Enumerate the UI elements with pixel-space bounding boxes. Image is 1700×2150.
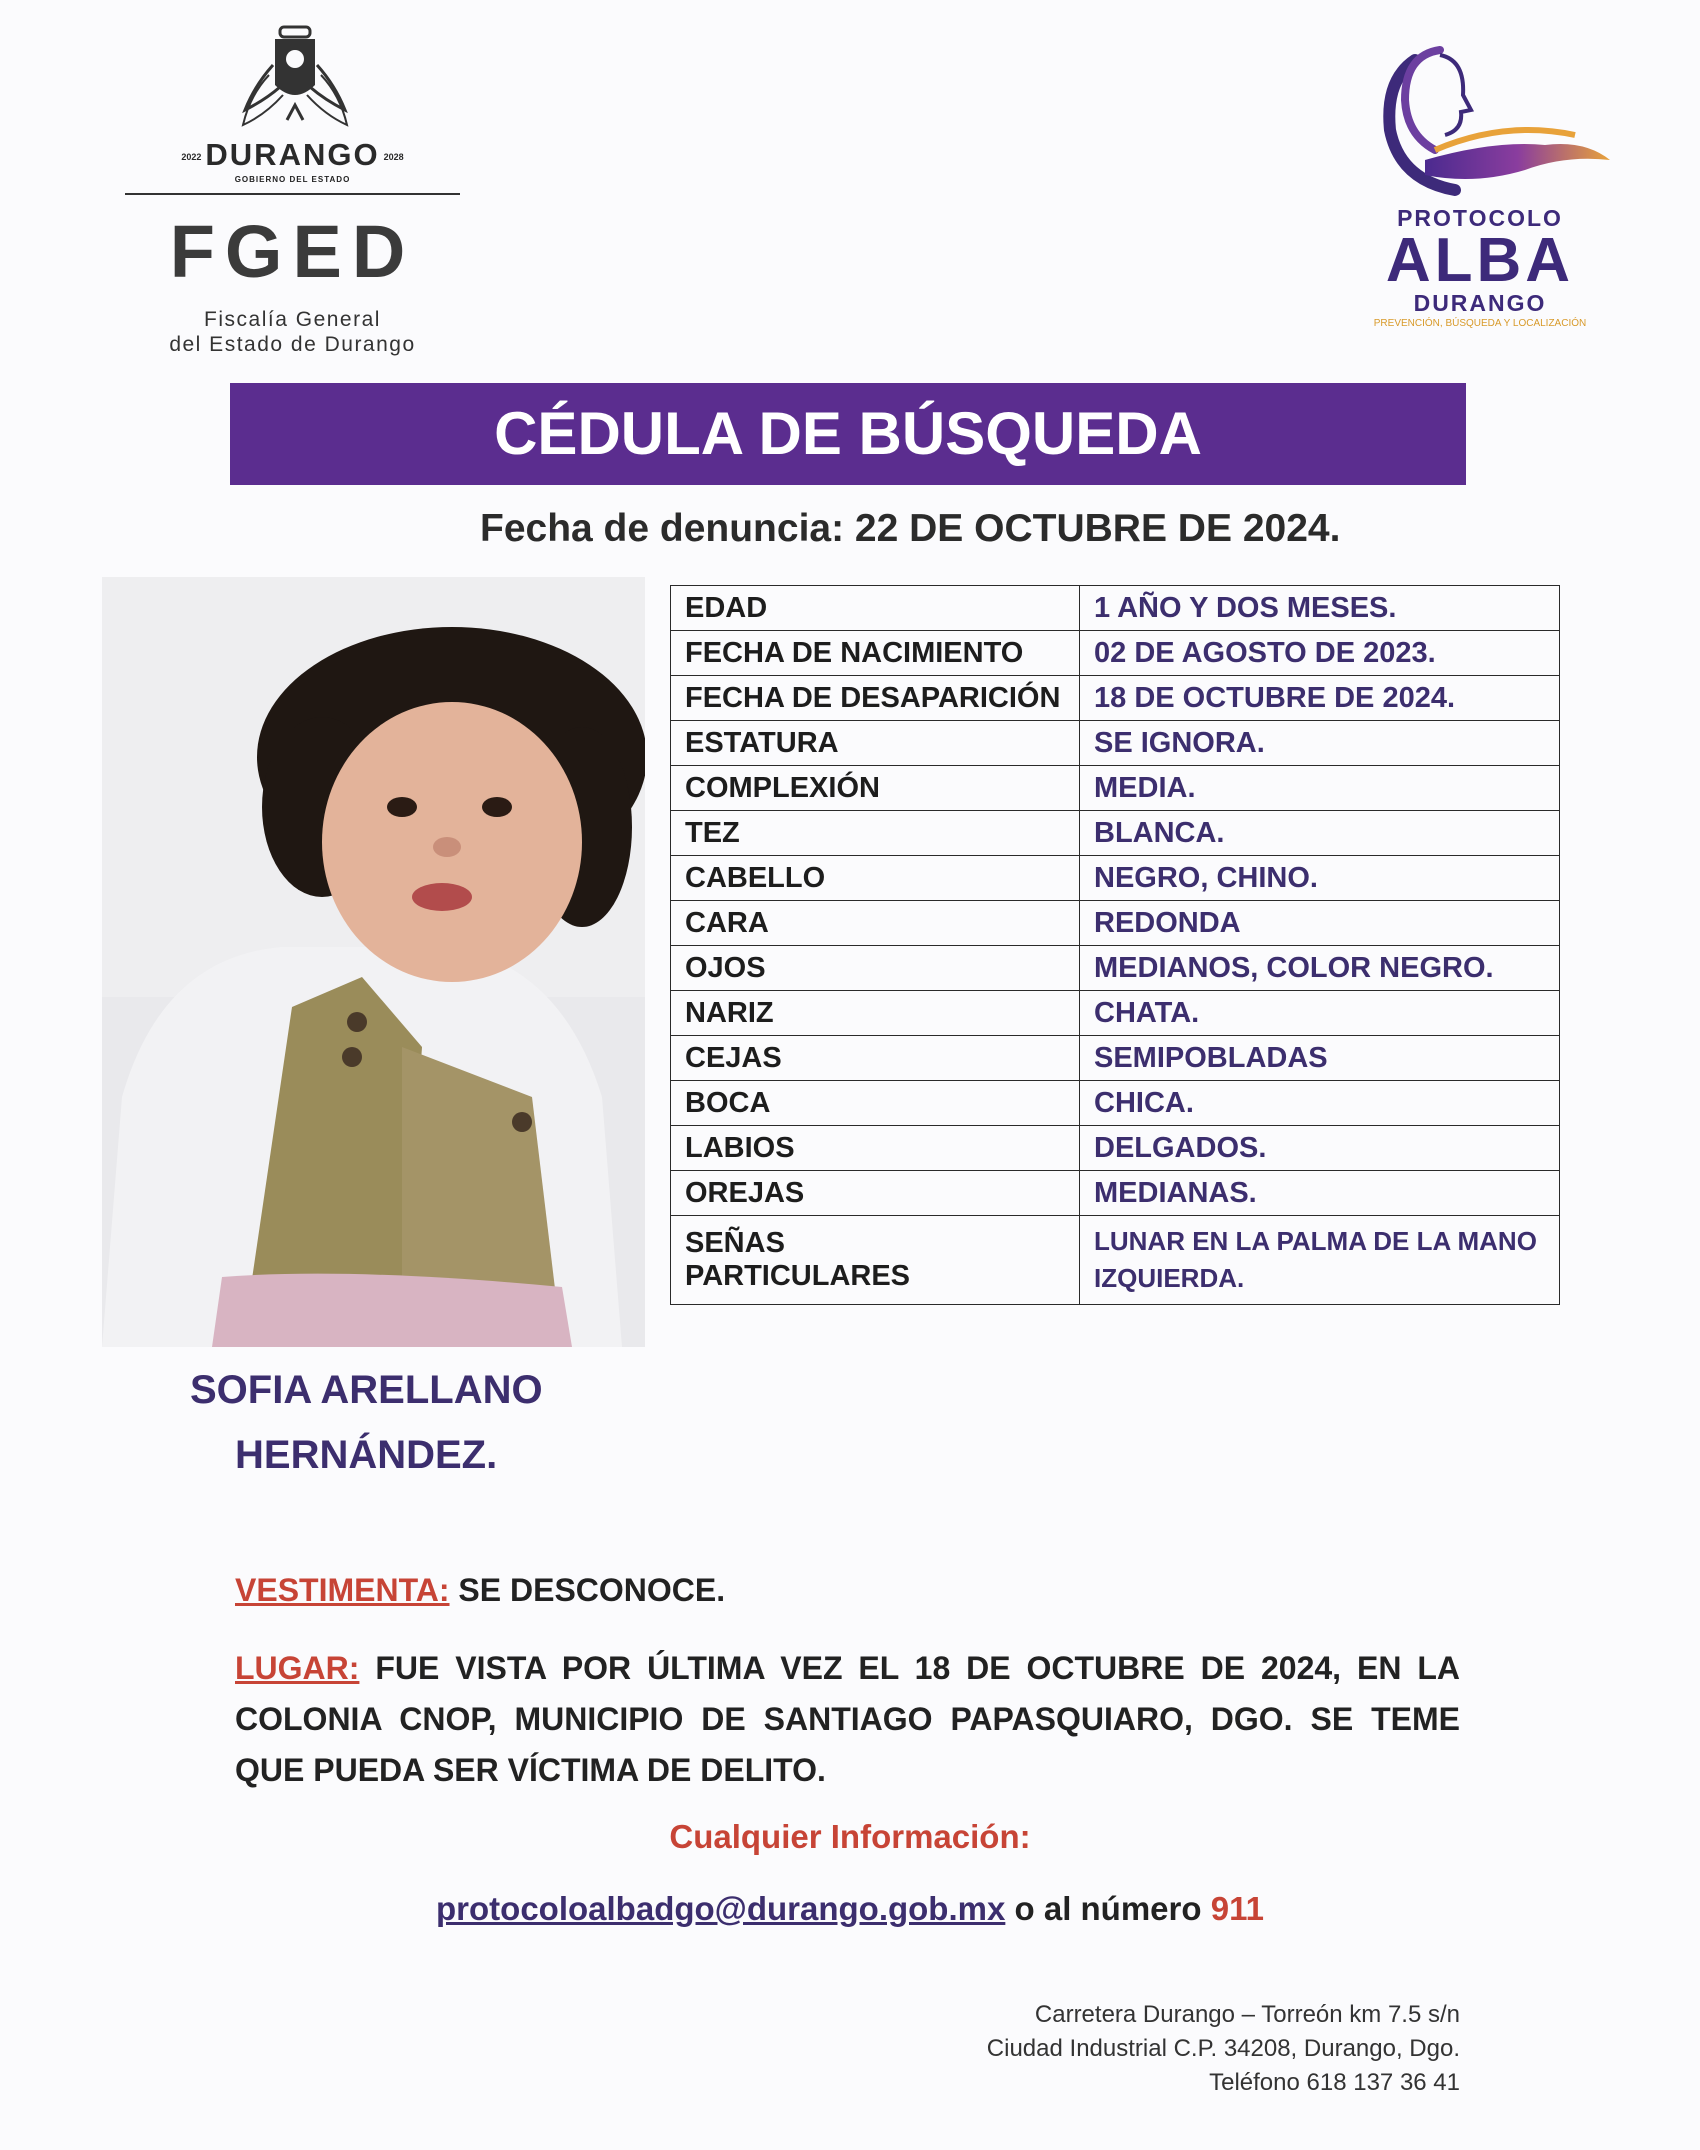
table-row <box>671 1081 1560 1126</box>
protocolo-alba-logo <box>1330 40 1630 340</box>
row-label: EDAD <box>671 586 1080 631</box>
fged-acronym: FGED <box>169 210 416 293</box>
row-label: TEZ <box>671 811 1080 856</box>
contact-heading: Cualquier Información: <box>669 1818 1031 1855</box>
clothing-section <box>235 1572 725 1609</box>
table-row <box>671 676 1560 721</box>
contact-connector: o al número <box>1005 1890 1211 1927</box>
row-label: CABELLO <box>671 856 1080 901</box>
durango-crest-icon <box>235 25 355 140</box>
row-value: 18 DE OCTUBRE DE 2024. <box>1080 676 1560 721</box>
alba-durango-label: DURANGO <box>1413 290 1547 316</box>
table-row <box>671 1216 1560 1305</box>
address-phone: Teléfono 618 137 36 41 <box>1209 2069 1460 2096</box>
row-value-line-2: IZQUIERDA. <box>1094 1263 1245 1293</box>
alba-tagline: PREVENCIÓN, BÚSQUEDA Y LOCALIZACIÓN <box>1373 318 1587 329</box>
report-date: Fecha de denuncia: 22 DE OCTUBRE DE 2024. <box>480 507 1341 550</box>
woman-profile-icon <box>1345 40 1615 210</box>
durango-wordmark: 2022 DURANGO 2028 <box>181 137 404 172</box>
row-value <box>1080 1216 1560 1305</box>
contact-line <box>0 1890 1700 1928</box>
gobierno-label: GOBIERNO DEL ESTADO <box>234 175 351 184</box>
row-value: BLANCA. <box>1080 811 1560 856</box>
child-portrait-image <box>102 577 645 1347</box>
row-value: DELGADOS. <box>1080 1126 1560 1171</box>
fiscalia-line-1: Fiscalía General <box>204 308 381 331</box>
table-row <box>671 1036 1560 1081</box>
row-label: OREJAS <box>671 1171 1080 1216</box>
row-value: MEDIANAS. <box>1080 1171 1560 1216</box>
table-row <box>671 631 1560 676</box>
address-line-1: Carretera Durango – Torreón km 7.5 s/n <box>1034 2001 1460 2028</box>
row-label: COMPLEXIÓN <box>671 766 1080 811</box>
row-value: REDONDA <box>1080 901 1560 946</box>
row-value: NEGRO, CHINO. <box>1080 856 1560 901</box>
person-name-line-2: HERNÁNDEZ. <box>235 1433 498 1477</box>
table-row <box>671 946 1560 991</box>
table-row <box>671 1171 1560 1216</box>
row-label <box>671 1216 1080 1305</box>
page-title-banner: CÉDULA DE BÚSQUEDA <box>230 383 1466 485</box>
row-value: 02 DE AGOSTO DE 2023. <box>1080 631 1560 676</box>
logo-divider <box>125 193 460 195</box>
row-label: FECHA DE NACIMIENTO <box>671 631 1080 676</box>
table-row <box>671 586 1560 631</box>
row-label: LABIOS <box>671 1126 1080 1171</box>
table-row <box>671 991 1560 1036</box>
emergency-number: 911 <box>1210 1890 1264 1927</box>
description-table <box>670 585 1560 1305</box>
protocolo-label: PROTOCOLO <box>1397 205 1563 231</box>
location-section <box>235 1643 1460 1796</box>
missing-person-photo <box>102 577 645 1347</box>
address-line-2: Ciudad Industrial C.P. 34208, Durango, Dgo. <box>986 2035 1460 2062</box>
row-value: SE IGNORA. <box>1080 721 1560 766</box>
row-value: MEDIA. <box>1080 766 1560 811</box>
row-value: MEDIANOS, COLOR NEGRO. <box>1080 946 1560 991</box>
table-row <box>671 766 1560 811</box>
row-label: FECHA DE DESAPARICIÓN <box>671 676 1080 721</box>
row-label: BOCA <box>671 1081 1080 1126</box>
clothing-value: SE DESCONOCE. <box>449 1572 726 1608</box>
row-value: CHICA. <box>1080 1081 1560 1126</box>
table-row <box>671 856 1560 901</box>
row-label: NARIZ <box>671 991 1080 1036</box>
table-row <box>671 811 1560 856</box>
location-value: FUE VISTA POR ÚLTIMA VEZ EL 18 DE OCTUBRE DE 2024, EN LA COLONIA CNOP, MUNICIPIO DE SANTIAGO PAPASQUIARO, DGO. SE TEME QUE PUEDA SER VÍCTIMA DE DELITO. <box>235 1650 1460 1788</box>
location-label: LUGAR: <box>235 1650 360 1686</box>
alba-wordmark: ALBA <box>1385 226 1575 295</box>
row-label: ESTATURA <box>671 721 1080 766</box>
row-value-line-1: LUNAR EN LA PALMA DE LA MANO <box>1094 1226 1537 1256</box>
row-label: OJOS <box>671 946 1080 991</box>
table-row <box>671 1126 1560 1171</box>
row-label: CARA <box>671 901 1080 946</box>
row-label: CEJAS <box>671 1036 1080 1081</box>
row-value: 1 AÑO Y DOS MESES. <box>1080 586 1560 631</box>
row-value: SEMIPOBLADAS <box>1080 1036 1560 1081</box>
office-address <box>987 1998 1460 2100</box>
table-row <box>671 901 1560 946</box>
row-value: CHATA. <box>1080 991 1560 1036</box>
fiscalia-line-2: del Estado de Durango <box>169 333 416 356</box>
fged-logo <box>120 25 465 356</box>
table-row <box>671 721 1560 766</box>
person-name-line-1: SOFIA ARELLANO <box>190 1368 543 1412</box>
row-label-line-2: PARTICULARES <box>685 1260 911 1292</box>
clothing-label: VESTIMENTA: <box>235 1572 450 1608</box>
email-link[interactable]: protocoloalbadgo@durango.gob.mx <box>436 1890 1006 1927</box>
row-label-line-1: SEÑAS <box>685 1227 785 1259</box>
